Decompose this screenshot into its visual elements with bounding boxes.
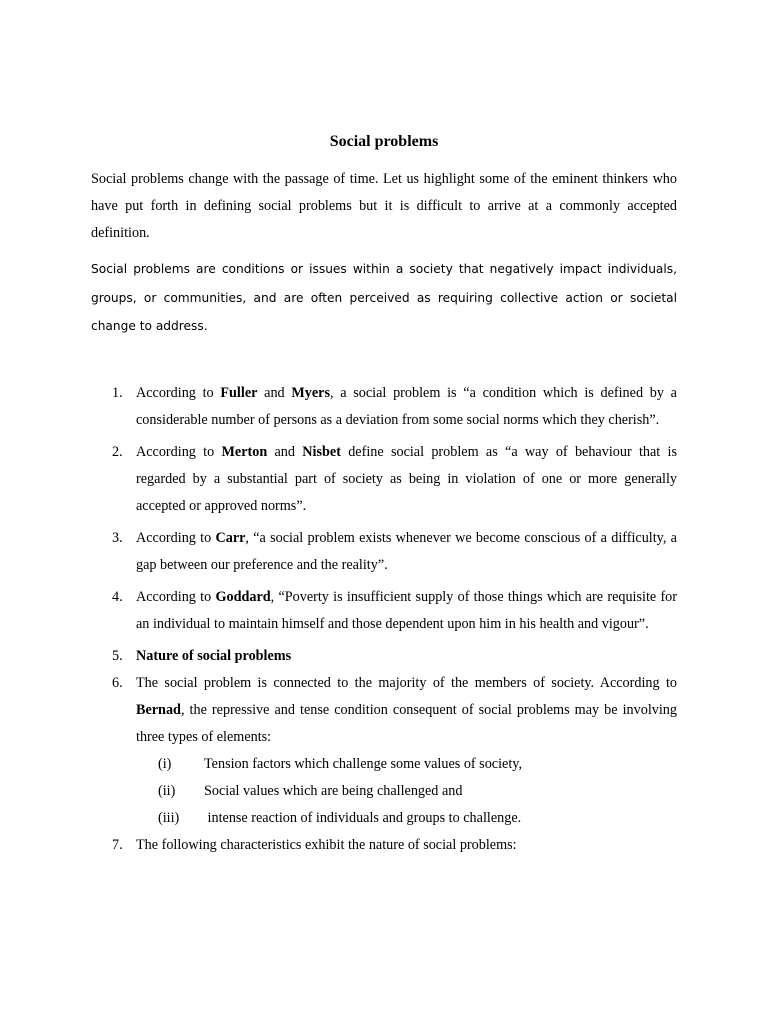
intro-paragraph: Social problems change with the passage of time. Let us highlight some of the eminent thinkers who have put forth in defining social problems but it is difficult to arrive at a commonly accepted definition.: [91, 171, 677, 241]
item-text: The following characteristics exhibit the nature of social problems:: [136, 837, 517, 853]
sub-list-item: [136, 805, 677, 832]
page-title: Social problems: [329, 133, 439, 150]
roman-numeral: (iii): [158, 810, 180, 826]
list-item-5: [0, 643, 677, 670]
author-name: Merton: [221, 444, 268, 460]
author-name: Bernad: [136, 702, 181, 718]
definition-paragraph: Social problems are conditions or issues within a society that negatively impact individuals, groups, or communities, and are often perceived as requiring collective action or societal change to address.: [91, 262, 677, 333]
item-intro: The social problem is connected to the majority of the members of society. According to: [136, 675, 677, 691]
list-item-3: [0, 525, 677, 579]
list-item-7: [0, 832, 677, 859]
item-intro: According to: [136, 589, 216, 605]
item-intro: According to: [136, 444, 222, 460]
item-conjunction: and: [267, 444, 303, 460]
list-number: 1.: [112, 385, 123, 401]
list-item-2: [0, 439, 677, 520]
item-intro: According to: [136, 385, 221, 401]
list-number: 4.: [112, 589, 123, 605]
sub-list-item: [136, 751, 677, 778]
author-name: Nisbet: [302, 444, 341, 460]
author-name: Myers: [291, 385, 330, 401]
roman-numeral: (i): [158, 756, 172, 772]
sub-list: [136, 751, 677, 832]
item-conjunction: and: [257, 385, 292, 401]
list-item-1: [0, 380, 677, 434]
list-number: 7.: [112, 837, 123, 853]
list-item-4: [0, 584, 677, 638]
sub-list-item: [136, 778, 677, 805]
sub-item-text: Tension factors which challenge some values of society,: [204, 756, 522, 772]
section-heading: Nature of social problems: [136, 648, 292, 664]
item-text: define social problem as “a way of behaviour that is regarded by a substantial part of society as being in violation of one or more generally accepted or approved norms”.: [136, 444, 678, 514]
list-number: 6.: [112, 675, 123, 691]
list-number: 5.: [112, 648, 123, 664]
list-number: 3.: [112, 530, 123, 546]
author-name: Fuller: [220, 385, 258, 401]
item-intro: According to: [136, 530, 216, 546]
item-text: , a social problem is “a condition which is defined by a considerable number of persons as a deviation from some social norms which they cherish”.: [136, 385, 677, 428]
numbered-list: [0, 380, 768, 859]
sub-item-text: intense reaction of individuals and groups to challenge.: [204, 810, 522, 826]
list-item-6: [0, 670, 677, 832]
author-name: Goddard: [215, 589, 271, 605]
item-text: , “a social problem exists whenever we become conscious of a difficulty, a gap between our preference and the reality”.: [136, 530, 677, 573]
item-text: , the repressive and tense condition consequent of social problems may be involving three types of elements:: [136, 702, 677, 745]
author-name: Carr: [215, 530, 246, 546]
sub-item-text: Social values which are being challenged and: [204, 783, 463, 799]
roman-numeral: (ii): [158, 783, 176, 799]
item-text: , “Poverty is insufficient supply of those things which are requisite for an individual to maintain himself and those dependent upon him in his health and vigour”.: [136, 589, 677, 632]
list-number: 2.: [112, 444, 123, 460]
